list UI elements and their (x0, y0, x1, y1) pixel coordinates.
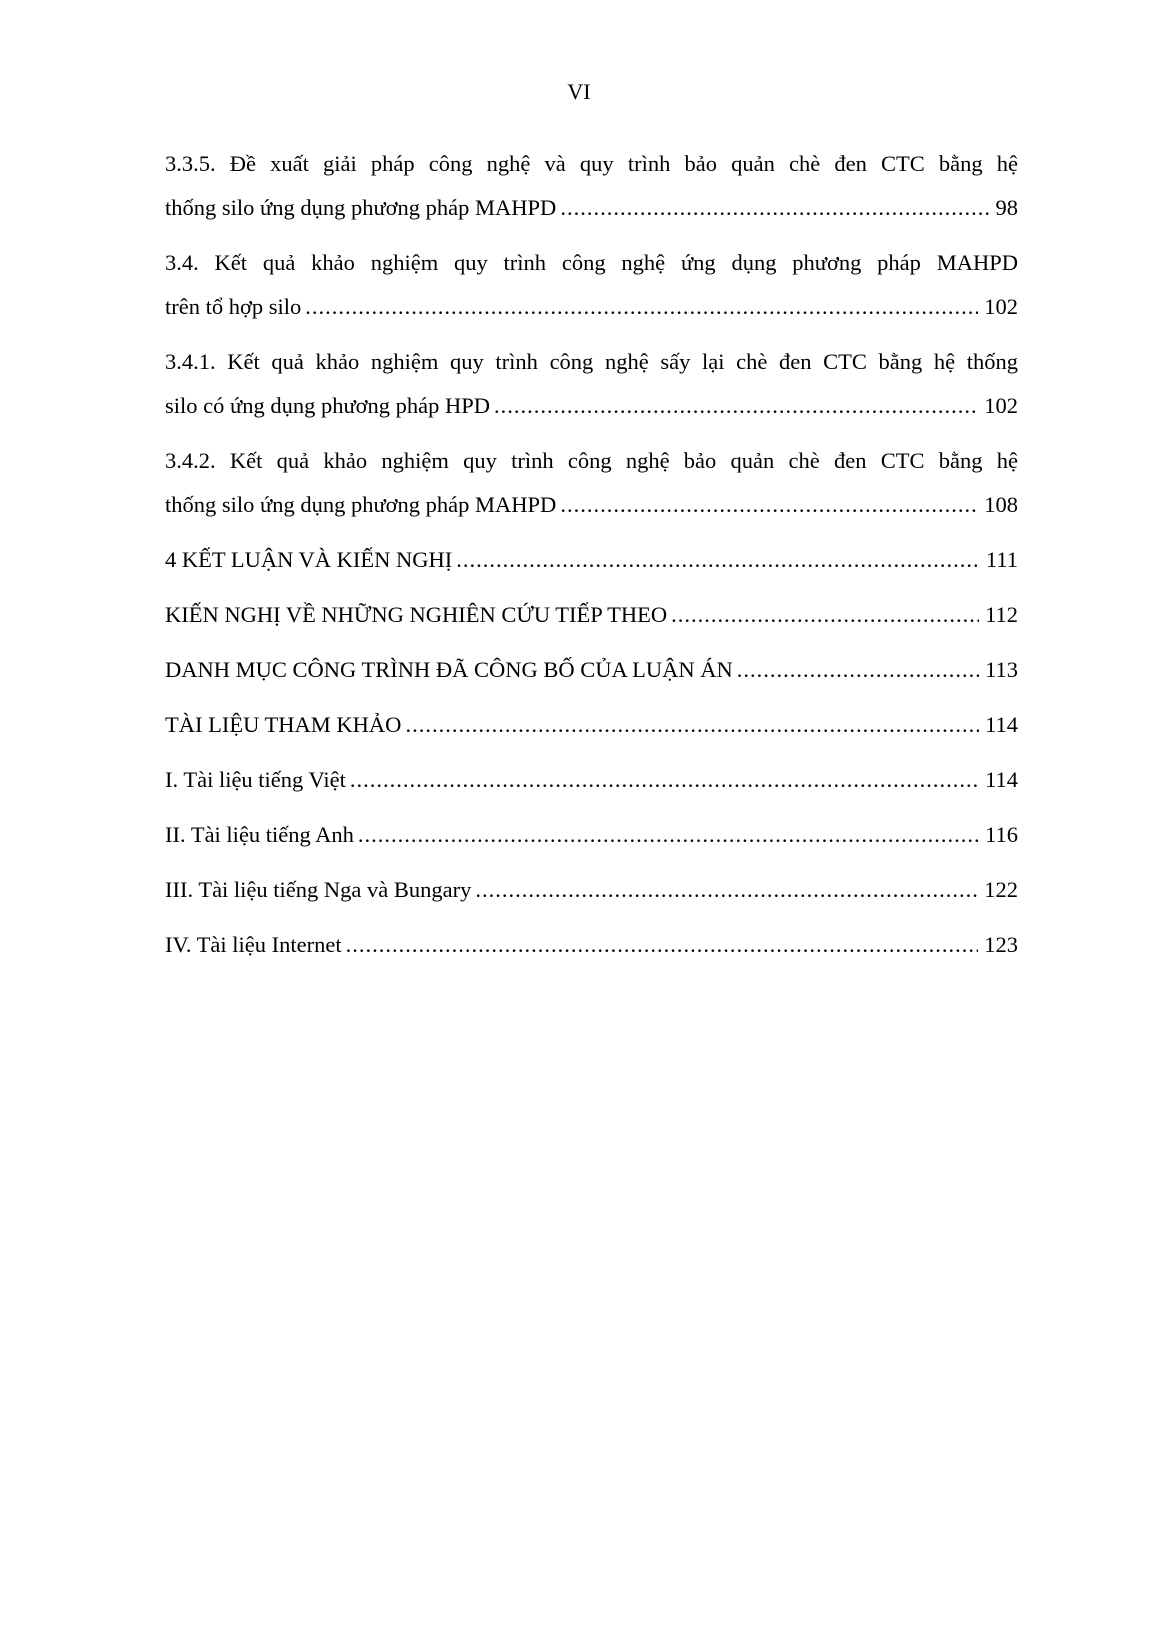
toc-entry-text-line: thống silo ứng dụng phương pháp MAHPD (165, 492, 557, 517)
toc-page-number: 112 (985, 602, 1018, 627)
toc-entry-further-research[interactable] (165, 593, 1018, 648)
toc-page-number: 114 (985, 712, 1018, 737)
toc-entry-text-line: 3.4.1. Kết quả khảo nghiệm quy trình công nghệ sấy lại chè đen CTC bằng hệ thống (165, 349, 1018, 374)
toc-entry-text-line: thống silo ứng dụng phương pháp MAHPD (165, 195, 557, 220)
page-number: VI (567, 79, 591, 104)
toc-entry-text-line: II. Tài liệu tiếng Anh (165, 822, 354, 847)
toc-entry-text-line: 4 KẾT LUẬN VÀ KIẾN NGHỊ (165, 547, 453, 572)
toc-entry-3-4[interactable] (165, 241, 1018, 340)
toc-page-number: 122 (984, 877, 1018, 902)
leader-dots (560, 483, 978, 527)
toc-entry-references[interactable] (165, 703, 1018, 758)
toc-entry-conclusion[interactable] (165, 538, 1018, 593)
toc-entry-3-4-1[interactable] (165, 340, 1018, 439)
toc-page-number: 123 (984, 932, 1018, 957)
leader-dots (346, 923, 979, 967)
leader-dots (737, 648, 979, 692)
leader-dots (350, 758, 979, 802)
toc-entry-text-line: 3.4.2. Kết quả khảo nghiệm quy trình công nghệ bảo quản chè đen CTC bằng hệ (165, 448, 1018, 473)
toc-entry-references-english[interactable] (165, 813, 1018, 868)
toc-entry-text-line: TÀI LIỆU THAM KHẢO (165, 712, 402, 737)
toc-entry-text-line: III. Tài liệu tiếng Nga và Bungary (165, 877, 472, 902)
toc-entry-references-russian-bulgarian[interactable] (165, 868, 1018, 923)
toc-entry-text-line: trên tổ hợp silo (165, 294, 302, 319)
leader-dots (475, 868, 978, 912)
toc-entry-3-3-5[interactable] (165, 142, 1018, 241)
toc-page-number: 116 (985, 822, 1018, 847)
toc-page-number: 108 (984, 492, 1018, 517)
toc-page-number: 102 (984, 294, 1018, 319)
toc-page-number: 114 (985, 767, 1018, 792)
toc-page-number: 113 (985, 657, 1018, 682)
toc-entry-3-4-2[interactable] (165, 439, 1018, 538)
leader-dots (560, 186, 989, 230)
toc-entry-text-line: 3.4. Kết quả khảo nghiệm quy trình công nghệ ứng dụng phương pháp MAHPD (165, 250, 1018, 275)
leader-dots (456, 538, 980, 582)
toc-entry-text-line: KIẾN NGHỊ VỀ NHỮNG NGHIÊN CỨU TIẾP THEO (165, 602, 668, 627)
toc-entry-references-internet[interactable] (165, 923, 1018, 978)
toc-entry-text-line: I. Tài liệu tiếng Việt (165, 767, 346, 792)
leader-dots (358, 813, 979, 857)
toc-entry-text-line: 3.3.5. Đề xuất giải pháp công nghệ và quy trình bảo quản chè đen CTC bằng hệ (165, 151, 1018, 176)
toc-page-number: 111 (985, 547, 1018, 572)
leader-dots (405, 703, 979, 747)
toc-page-number: 98 (995, 195, 1018, 220)
toc-entry-text-line: IV. Tài liệu Internet (165, 932, 342, 957)
toc-entry-publications[interactable] (165, 648, 1018, 703)
table-of-contents (165, 142, 1018, 978)
toc-page-number: 102 (984, 393, 1018, 418)
toc-entry-text-line: DANH MỤC CÔNG TRÌNH ĐÃ CÔNG BỐ CỦA LUẬN ÁN (165, 657, 733, 682)
leader-dots (494, 384, 978, 428)
toc-entry-text-line: silo có ứng dụng phương pháp HPD (165, 393, 491, 418)
leader-dots (305, 285, 978, 329)
toc-entry-references-vietnamese[interactable] (165, 758, 1018, 813)
leader-dots (671, 593, 979, 637)
